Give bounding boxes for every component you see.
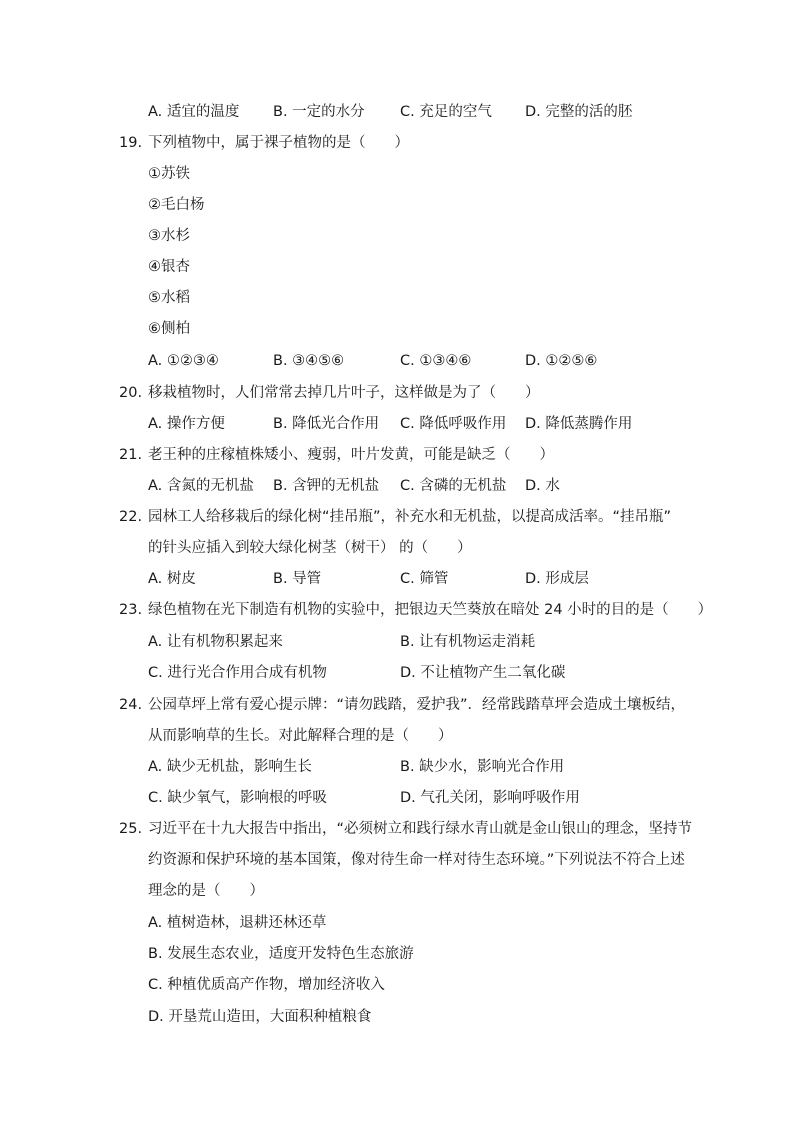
q19-option-c: C. ①③④⑥ [400, 353, 472, 369]
q22-stem-line-1: 园林工人给移栽后的绿化树“挂吊瓶”，补充水和无机盐，以提高成活率。“挂吊瓶” [148, 509, 672, 525]
q19-option-a: A. ①②③④ [148, 353, 219, 369]
q20-option-b: B. 降低光合作用 [273, 416, 380, 432]
q24-stem-line-1: 公园草坪上常有爱心提示牌：“请勿践踏，爱护我”．经常践踏草坪会造成土壤板结， [148, 697, 686, 713]
q25-option-b: B. 发展生态农业，适度开发特色生态旅游 [148, 946, 414, 962]
q21-option-d: D. 水 [525, 478, 560, 494]
q19-item-3: ③水杉 [148, 228, 190, 244]
q22-option-d: D. 形成层 [525, 571, 589, 587]
q20-option-d: D. 降低蒸腾作用 [525, 416, 633, 432]
q25-number: 25. [119, 821, 143, 837]
q24-stem-line-2: 从而影响草的生长。对此解释合理的是（ ） [148, 728, 453, 744]
q23-option-a: A. 让有机物积累起来 [148, 634, 283, 650]
q19-item-5: ⑤水稻 [148, 290, 190, 306]
q20-option-a: A. 操作方便 [148, 416, 225, 432]
q25-option-c: C. 种植优质高产作物，增加经济收入 [148, 977, 385, 993]
q18-option-b: B. 一定的水分 [273, 104, 365, 120]
q24-number: 24. [119, 697, 143, 713]
q21-option-c: C. 含磷的无机盐 [400, 478, 507, 494]
q22-option-a: A. 树皮 [148, 571, 196, 587]
q24-option-a: A. 缺少无机盐，影响生长 [148, 759, 312, 775]
q24-option-d: D. 气孔关闭，影响呼吸作用 [400, 790, 580, 806]
q25-stem-line-3: 理念的是（ ） [148, 883, 264, 899]
q19-item-4: ④银杏 [148, 259, 190, 275]
q23-option-c: C. 进行光合作用合成有机物 [148, 665, 327, 681]
q23-option-b: B. 让有机物运走消耗 [400, 634, 536, 650]
q18-option-c: C. 充足的空气 [400, 104, 492, 120]
q20-number: 20. [119, 385, 143, 401]
q19-option-d: D. ①②⑤⑥ [525, 353, 598, 369]
q23-stem: 绿色植物在光下制造有机物的实验中，把银边天竺葵放在暗处 24 小时的目的是（ ） [148, 602, 713, 618]
q25-option-a: A. 植树造林，退耕还林还草 [148, 915, 327, 931]
q19-stem: 下列植物中，属于裸子植物的是（ ） [148, 135, 409, 151]
q25-option-d: D. 开垦荒山造田，大面积种植粮食 [148, 1009, 372, 1025]
q22-option-c: C. 筛管 [400, 571, 449, 587]
q19-item-1: ①苏铁 [148, 166, 190, 182]
q19-option-b: B. ③④⑤⑥ [273, 353, 345, 369]
q19-number: 19. [119, 135, 143, 151]
q22-option-b: B. 导管 [273, 571, 322, 587]
q23-option-d: D. 不让植物产生二氧化碳 [400, 665, 566, 681]
q18-option-a: A. 适宜的温度 [148, 104, 240, 120]
q19-item-6: ⑥侧柏 [148, 321, 190, 337]
q24-option-b: B. 缺少水，影响光合作用 [400, 759, 565, 775]
q22-stem-line-2: 的针头应插入到较大绿化树茎（树干） 的（ ） [148, 540, 472, 556]
q18-option-d: D. 完整的活的胚 [525, 104, 633, 120]
q21-stem: 老王种的庄稼植株矮小、瘦弱，叶片发黄，可能是缺乏（ ） [148, 447, 554, 463]
q19-item-2: ②毛白杨 [148, 197, 205, 213]
q21-number: 21. [119, 447, 143, 463]
q25-stem-line-1: 习近平在十九大报告中指出，“必须树立和践行绿水青山就是金山银山的理念，坚持节 [148, 821, 693, 837]
q21-option-b: B. 含钾的无机盐 [273, 478, 380, 494]
q21-option-a: A. 含氮的无机盐 [148, 478, 254, 494]
q24-option-c: C. 缺少氧气，影响根的呼吸 [148, 790, 327, 806]
q23-number: 23. [119, 602, 143, 618]
q20-option-c: C. 降低呼吸作用 [400, 416, 507, 432]
q25-stem-line-2: 约资源和保护环境的基本国策，像对待生命一样对待生态环境。”下列说法不符合上述 [148, 852, 685, 868]
q20-stem: 移栽植物时，人们常常去掉几片叶子，这样做是为了（ ） [148, 385, 540, 401]
q22-number: 22. [119, 509, 143, 525]
